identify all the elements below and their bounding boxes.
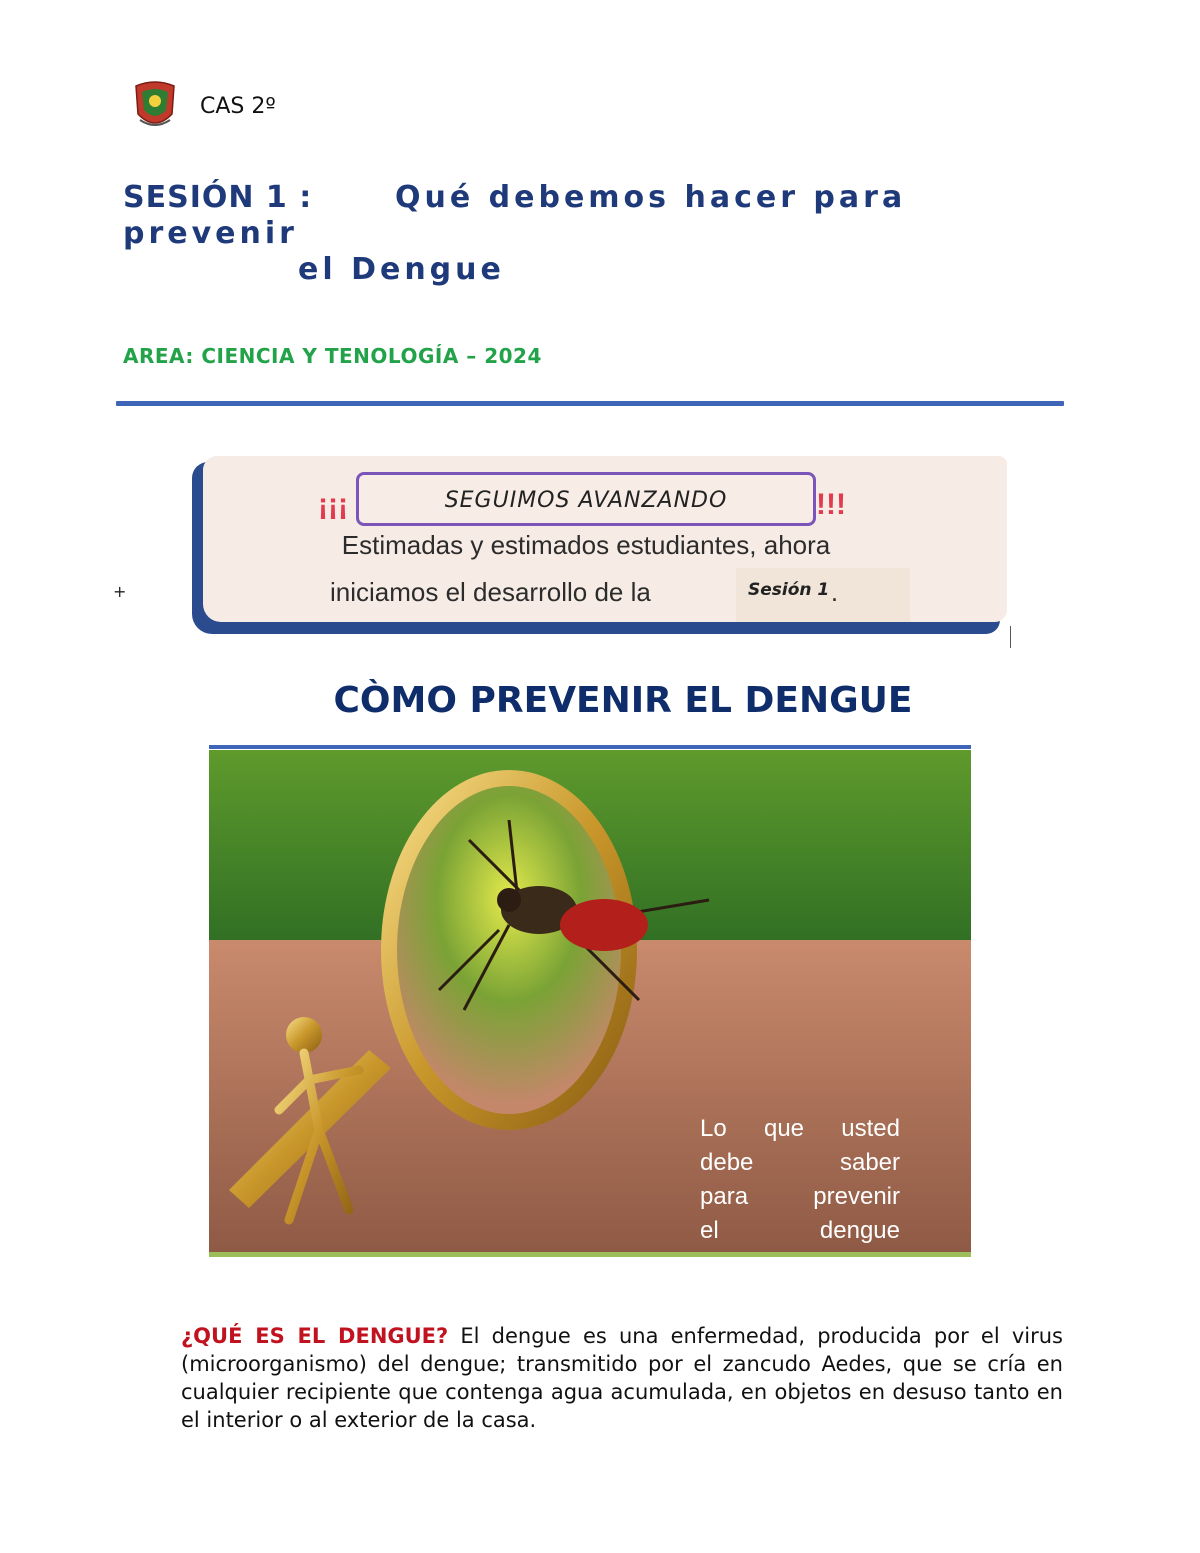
title-line-2: prevenir: [123, 216, 298, 251]
session-number: SESIÓN 1 :: [123, 180, 313, 215]
caption-line: el dengue: [700, 1217, 900, 1244]
title-line-3: el Dengue: [298, 252, 505, 287]
school-crest-logo: [132, 80, 178, 132]
banner-period: .: [830, 577, 839, 607]
image-caption: [700, 1112, 900, 1248]
grade-label: CAS 2º: [200, 94, 276, 119]
banner-line-1: Estimadas y estimados estudiantes, ahora: [341, 530, 831, 560]
divider: [116, 401, 1064, 406]
banner-pill-text: SEGUIMOS AVANZANDO: [444, 488, 728, 513]
dengue-definition-paragraph: [181, 1322, 1063, 1434]
caption-line: Lo que usted: [700, 1115, 900, 1142]
caption-line: para prevenir: [700, 1183, 900, 1210]
caption-line: debe saber: [700, 1149, 900, 1176]
banner-line-2-text: iniciamos el desarrollo de la: [330, 577, 651, 607]
exclamation-close: !!!: [816, 488, 846, 521]
session-tag: Sesión 1: [748, 580, 830, 600]
image-top-border: [209, 745, 971, 749]
text-cursor: [1010, 626, 1011, 648]
plus-mark: +: [113, 582, 127, 601]
area-subtitle: AREA: CIENCIA Y TENOLOGÍA – 2024: [123, 344, 542, 368]
title-line-1: Qué debemos hacer para: [395, 180, 907, 215]
question-heading: ¿QUÉ ES EL DENGUE?: [181, 1324, 449, 1348]
image-bottom-border: [209, 1252, 971, 1257]
section-heading: CÒMO PREVENIR EL DENGUE: [333, 680, 913, 721]
paragraph-text: El dengue es una enfermedad, producida por el virus (microorganismo) del dengue; transmitido por el zancudo Aedes, que se cría en cualquier recipiente que contenga agua acumulada, en objetos en desuso tanto en el interior o al exterior de la casa.: [181, 1324, 1063, 1432]
exclamation-open: ¡¡¡: [318, 488, 348, 521]
